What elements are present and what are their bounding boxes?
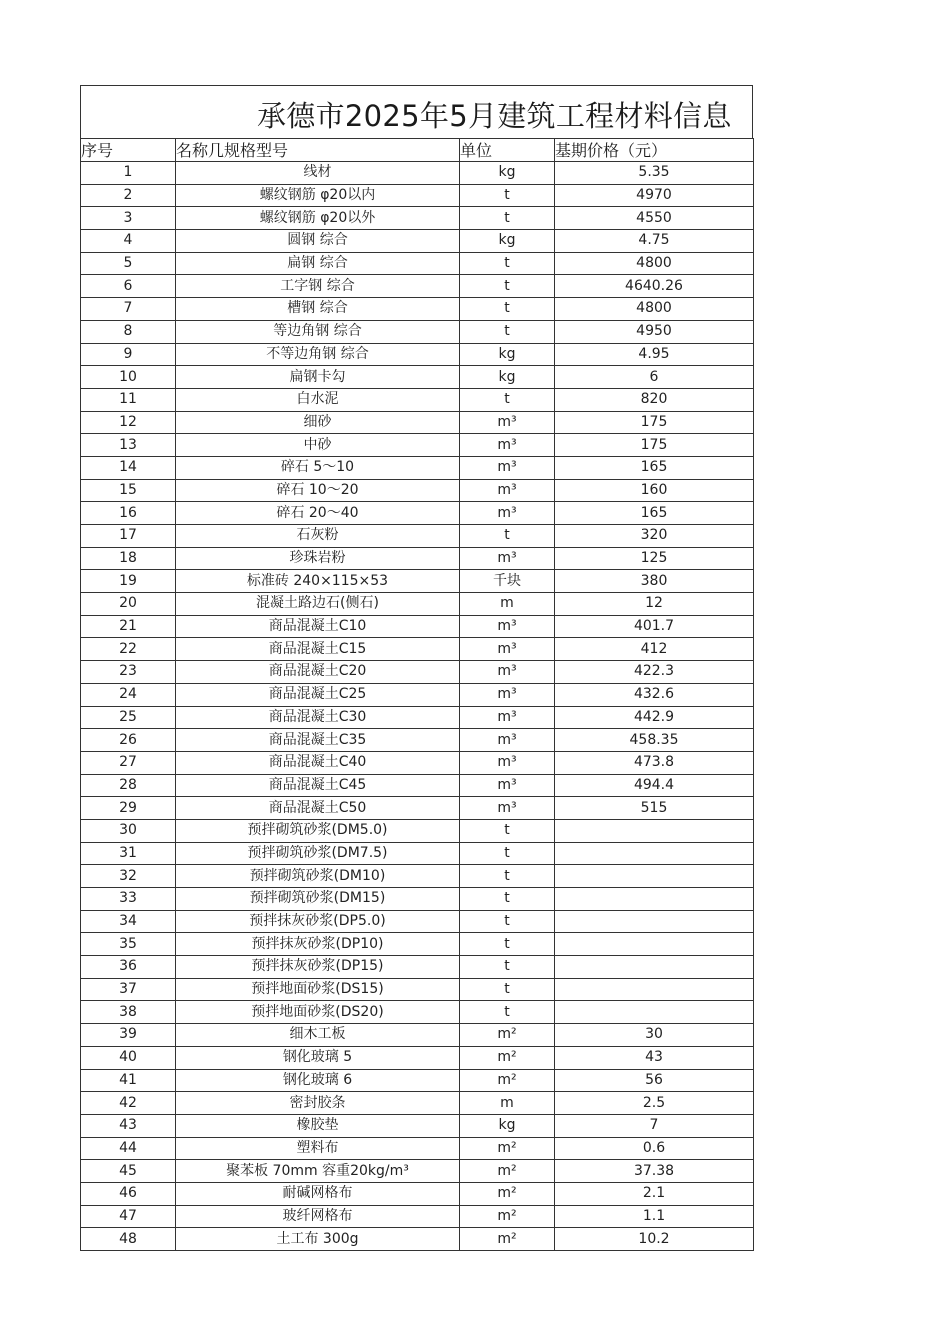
material-name: 橡胶垫: [176, 1114, 460, 1137]
material-name: 预拌砌筑砂浆(DM10): [176, 865, 460, 888]
unit: t: [460, 1001, 555, 1024]
table-row: [81, 593, 754, 616]
table-row: [81, 275, 754, 298]
unit: kg: [460, 1114, 555, 1137]
base-price: 56: [555, 1069, 754, 1092]
base-price: [555, 978, 754, 1001]
unit: m³: [460, 411, 555, 434]
base-price: 30: [555, 1024, 754, 1047]
base-price: 4950: [555, 320, 754, 343]
unit: m: [460, 593, 555, 616]
table-row: [81, 411, 754, 434]
table-row: [81, 956, 754, 979]
table-row: [81, 1228, 754, 1251]
material-name: 钢化玻璃 6: [176, 1069, 460, 1092]
table-row: [81, 547, 754, 570]
table-row: [81, 615, 754, 638]
material-name: 碎石 5～10: [176, 456, 460, 479]
material-name: 预拌地面砂浆(DS20): [176, 1001, 460, 1024]
row-index: 25: [81, 706, 176, 729]
table-row: [81, 502, 754, 525]
row-index: 8: [81, 320, 176, 343]
material-name: 商品混凝土C15: [176, 638, 460, 661]
table-row: [81, 1001, 754, 1024]
table-row: [81, 1182, 754, 1205]
row-index: 11: [81, 388, 176, 411]
unit: m³: [460, 547, 555, 570]
base-price: [555, 956, 754, 979]
material-name: 槽钢 综合: [176, 298, 460, 321]
table-row: [81, 184, 754, 207]
row-index: 12: [81, 411, 176, 434]
base-price: 165: [555, 456, 754, 479]
unit: t: [460, 865, 555, 888]
row-index: 10: [81, 366, 176, 389]
material-name: 中砂: [176, 434, 460, 457]
base-price: 401.7: [555, 615, 754, 638]
material-name: 聚苯板 70mm 容重20kg/m³: [176, 1160, 460, 1183]
table-row: [81, 570, 754, 593]
row-index: 29: [81, 797, 176, 820]
row-index: 45: [81, 1160, 176, 1183]
header-row: [81, 139, 754, 162]
table-row: [81, 207, 754, 230]
unit: t: [460, 978, 555, 1001]
material-name: 石灰粉: [176, 525, 460, 548]
base-price: 515: [555, 797, 754, 820]
material-name: 预拌砌筑砂浆(DM15): [176, 888, 460, 911]
table-row: [81, 252, 754, 275]
material-name: 商品混凝土C35: [176, 729, 460, 752]
material-name: 碎石 20～40: [176, 502, 460, 525]
row-index: 32: [81, 865, 176, 888]
base-price: 1.1: [555, 1205, 754, 1228]
material-name: 土工布 300g: [176, 1228, 460, 1251]
unit: kg: [460, 162, 555, 185]
base-price: 4.75: [555, 230, 754, 253]
material-name: 玻纤网格布: [176, 1205, 460, 1228]
table-row: [81, 1092, 754, 1115]
header-name: 名称几规格型号: [176, 139, 460, 162]
material-name: 细木工板: [176, 1024, 460, 1047]
row-index: 47: [81, 1205, 176, 1228]
unit: m²: [460, 1069, 555, 1092]
table-row: [81, 842, 754, 865]
unit: m³: [460, 456, 555, 479]
table-row: [81, 797, 754, 820]
table-row: [81, 525, 754, 548]
row-index: 27: [81, 751, 176, 774]
header-unit: 单位: [460, 139, 555, 162]
table-row: [81, 1137, 754, 1160]
base-price: 820: [555, 388, 754, 411]
unit: m³: [460, 751, 555, 774]
table-row: [81, 162, 754, 185]
unit: m²: [460, 1046, 555, 1069]
material-name: 螺纹钢筋 φ20以内: [176, 184, 460, 207]
row-index: 33: [81, 888, 176, 911]
material-name: 预拌砌筑砂浆(DM5.0): [176, 819, 460, 842]
base-price: 4550: [555, 207, 754, 230]
base-price: 2.1: [555, 1182, 754, 1205]
row-index: 20: [81, 593, 176, 616]
base-price: [555, 819, 754, 842]
row-index: 44: [81, 1137, 176, 1160]
table-row: [81, 1046, 754, 1069]
table-row: [81, 1069, 754, 1092]
row-index: 35: [81, 933, 176, 956]
unit: t: [460, 910, 555, 933]
base-price: [555, 888, 754, 911]
row-index: 16: [81, 502, 176, 525]
base-price: [555, 1001, 754, 1024]
row-index: 3: [81, 207, 176, 230]
base-price: 4800: [555, 298, 754, 321]
row-index: 43: [81, 1114, 176, 1137]
material-name: 预拌抹灰砂浆(DP10): [176, 933, 460, 956]
unit: t: [460, 525, 555, 548]
row-index: 41: [81, 1069, 176, 1092]
material-name: 密封胶条: [176, 1092, 460, 1115]
base-price: [555, 910, 754, 933]
unit: t: [460, 956, 555, 979]
row-index: 37: [81, 978, 176, 1001]
row-index: 14: [81, 456, 176, 479]
table-row: [81, 819, 754, 842]
unit: m³: [460, 706, 555, 729]
base-price: [555, 933, 754, 956]
table-row: [81, 683, 754, 706]
table-row: [81, 978, 754, 1001]
unit: t: [460, 207, 555, 230]
material-name: 细砂: [176, 411, 460, 434]
page-title: 承德市2025年5月建筑工程材料信息: [257, 99, 732, 133]
price-table: [80, 138, 754, 1251]
base-price: 175: [555, 434, 754, 457]
unit: m³: [460, 638, 555, 661]
row-index: 28: [81, 774, 176, 797]
material-name: 工字钢 综合: [176, 275, 460, 298]
material-name: 预拌地面砂浆(DS15): [176, 978, 460, 1001]
row-index: 19: [81, 570, 176, 593]
unit: m³: [460, 615, 555, 638]
unit: t: [460, 888, 555, 911]
base-price: 175: [555, 411, 754, 434]
base-price: 4970: [555, 184, 754, 207]
unit: m: [460, 1092, 555, 1115]
unit: kg: [460, 366, 555, 389]
material-name: 商品混凝土C45: [176, 774, 460, 797]
material-name: 混凝土路边石(侧石): [176, 593, 460, 616]
material-name: 商品混凝土C30: [176, 706, 460, 729]
table-row: [81, 933, 754, 956]
base-price: 43: [555, 1046, 754, 1069]
base-price: 7: [555, 1114, 754, 1137]
row-index: 36: [81, 956, 176, 979]
base-price: 458.35: [555, 729, 754, 752]
base-price: 442.9: [555, 706, 754, 729]
row-index: 9: [81, 343, 176, 366]
unit: m³: [460, 661, 555, 684]
table-row: [81, 366, 754, 389]
material-name: 圆钢 综合: [176, 230, 460, 253]
base-price: 2.5: [555, 1092, 754, 1115]
base-price: 320: [555, 525, 754, 548]
material-name: 钢化玻璃 5: [176, 1046, 460, 1069]
table-row: [81, 638, 754, 661]
unit: kg: [460, 343, 555, 366]
base-price: 125: [555, 547, 754, 570]
base-price: 432.6: [555, 683, 754, 706]
unit: m³: [460, 479, 555, 502]
material-name: 商品混凝土C10: [176, 615, 460, 638]
material-name: 商品混凝土C20: [176, 661, 460, 684]
material-name: 预拌抹灰砂浆(DP5.0): [176, 910, 460, 933]
unit: m²: [460, 1182, 555, 1205]
base-price: 5.35: [555, 162, 754, 185]
table-row: [81, 320, 754, 343]
row-index: 39: [81, 1024, 176, 1047]
title-row: [80, 85, 753, 138]
unit: t: [460, 320, 555, 343]
unit: t: [460, 388, 555, 411]
row-index: 13: [81, 434, 176, 457]
row-index: 42: [81, 1092, 176, 1115]
row-index: 22: [81, 638, 176, 661]
unit: m³: [460, 434, 555, 457]
table-row: [81, 343, 754, 366]
table-row: [81, 479, 754, 502]
row-index: 24: [81, 683, 176, 706]
base-price: 494.4: [555, 774, 754, 797]
material-name: 碎石 10～20: [176, 479, 460, 502]
material-name: 预拌抹灰砂浆(DP15): [176, 956, 460, 979]
unit: kg: [460, 230, 555, 253]
material-name: 扁钢 综合: [176, 252, 460, 275]
base-price: 473.8: [555, 751, 754, 774]
table-row: [81, 774, 754, 797]
base-price: 10.2: [555, 1228, 754, 1251]
row-index: 31: [81, 842, 176, 865]
row-index: 6: [81, 275, 176, 298]
header-index: 序号: [81, 139, 176, 162]
row-index: 4: [81, 230, 176, 253]
base-price: 4800: [555, 252, 754, 275]
material-name: 线材: [176, 162, 460, 185]
base-price: [555, 842, 754, 865]
base-price: 0.6: [555, 1137, 754, 1160]
row-index: 46: [81, 1182, 176, 1205]
unit: m²: [460, 1024, 555, 1047]
table-row: [81, 230, 754, 253]
table-row: [81, 298, 754, 321]
row-index: 21: [81, 615, 176, 638]
material-name: 塑料布: [176, 1137, 460, 1160]
row-index: 26: [81, 729, 176, 752]
table-row: [81, 388, 754, 411]
table-row: [81, 729, 754, 752]
unit: m²: [460, 1160, 555, 1183]
base-price: 4640.26: [555, 275, 754, 298]
unit: m³: [460, 797, 555, 820]
row-index: 48: [81, 1228, 176, 1251]
material-name: 白水泥: [176, 388, 460, 411]
row-index: 1: [81, 162, 176, 185]
material-name: 商品混凝土C50: [176, 797, 460, 820]
unit: m³: [460, 729, 555, 752]
row-index: 2: [81, 184, 176, 207]
row-index: 5: [81, 252, 176, 275]
base-price: 165: [555, 502, 754, 525]
base-price: 380: [555, 570, 754, 593]
base-price: 160: [555, 479, 754, 502]
row-index: 30: [81, 819, 176, 842]
unit: m²: [460, 1205, 555, 1228]
price-sheet: [80, 85, 753, 1251]
material-name: 不等边角钢 综合: [176, 343, 460, 366]
material-name: 商品混凝土C25: [176, 683, 460, 706]
table-row: [81, 1160, 754, 1183]
row-index: 18: [81, 547, 176, 570]
material-name: 等边角钢 综合: [176, 320, 460, 343]
material-name: 耐碱网格布: [176, 1182, 460, 1205]
row-index: 40: [81, 1046, 176, 1069]
unit: t: [460, 184, 555, 207]
unit: t: [460, 275, 555, 298]
table-row: [81, 888, 754, 911]
table-row: [81, 865, 754, 888]
table-row: [81, 1205, 754, 1228]
base-price: 4.95: [555, 343, 754, 366]
base-price: 12: [555, 593, 754, 616]
row-index: 38: [81, 1001, 176, 1024]
unit: t: [460, 252, 555, 275]
material-name: 珍珠岩粉: [176, 547, 460, 570]
unit: m³: [460, 774, 555, 797]
table-row: [81, 706, 754, 729]
table-row: [81, 910, 754, 933]
row-index: 34: [81, 910, 176, 933]
base-price: 422.3: [555, 661, 754, 684]
row-index: 17: [81, 525, 176, 548]
row-index: 7: [81, 298, 176, 321]
material-name: 标准砖 240×115×53: [176, 570, 460, 593]
unit: t: [460, 842, 555, 865]
base-price: 37.38: [555, 1160, 754, 1183]
table-row: [81, 751, 754, 774]
base-price: 412: [555, 638, 754, 661]
table-row: [81, 456, 754, 479]
table-row: [81, 661, 754, 684]
unit: m²: [460, 1228, 555, 1251]
material-name: 扁钢卡勾: [176, 366, 460, 389]
row-index: 15: [81, 479, 176, 502]
unit: m²: [460, 1137, 555, 1160]
unit: 千块: [460, 570, 555, 593]
header-price: 基期价格（元）: [555, 139, 754, 162]
material-name: 预拌砌筑砂浆(DM7.5): [176, 842, 460, 865]
table-row: [81, 1024, 754, 1047]
unit: m³: [460, 502, 555, 525]
base-price: [555, 865, 754, 888]
base-price: 6: [555, 366, 754, 389]
row-index: 23: [81, 661, 176, 684]
unit: t: [460, 298, 555, 321]
unit: m³: [460, 683, 555, 706]
unit: t: [460, 933, 555, 956]
unit: t: [460, 819, 555, 842]
material-name: 螺纹钢筋 φ20以外: [176, 207, 460, 230]
table-row: [81, 1114, 754, 1137]
material-name: 商品混凝土C40: [176, 751, 460, 774]
table-row: [81, 434, 754, 457]
